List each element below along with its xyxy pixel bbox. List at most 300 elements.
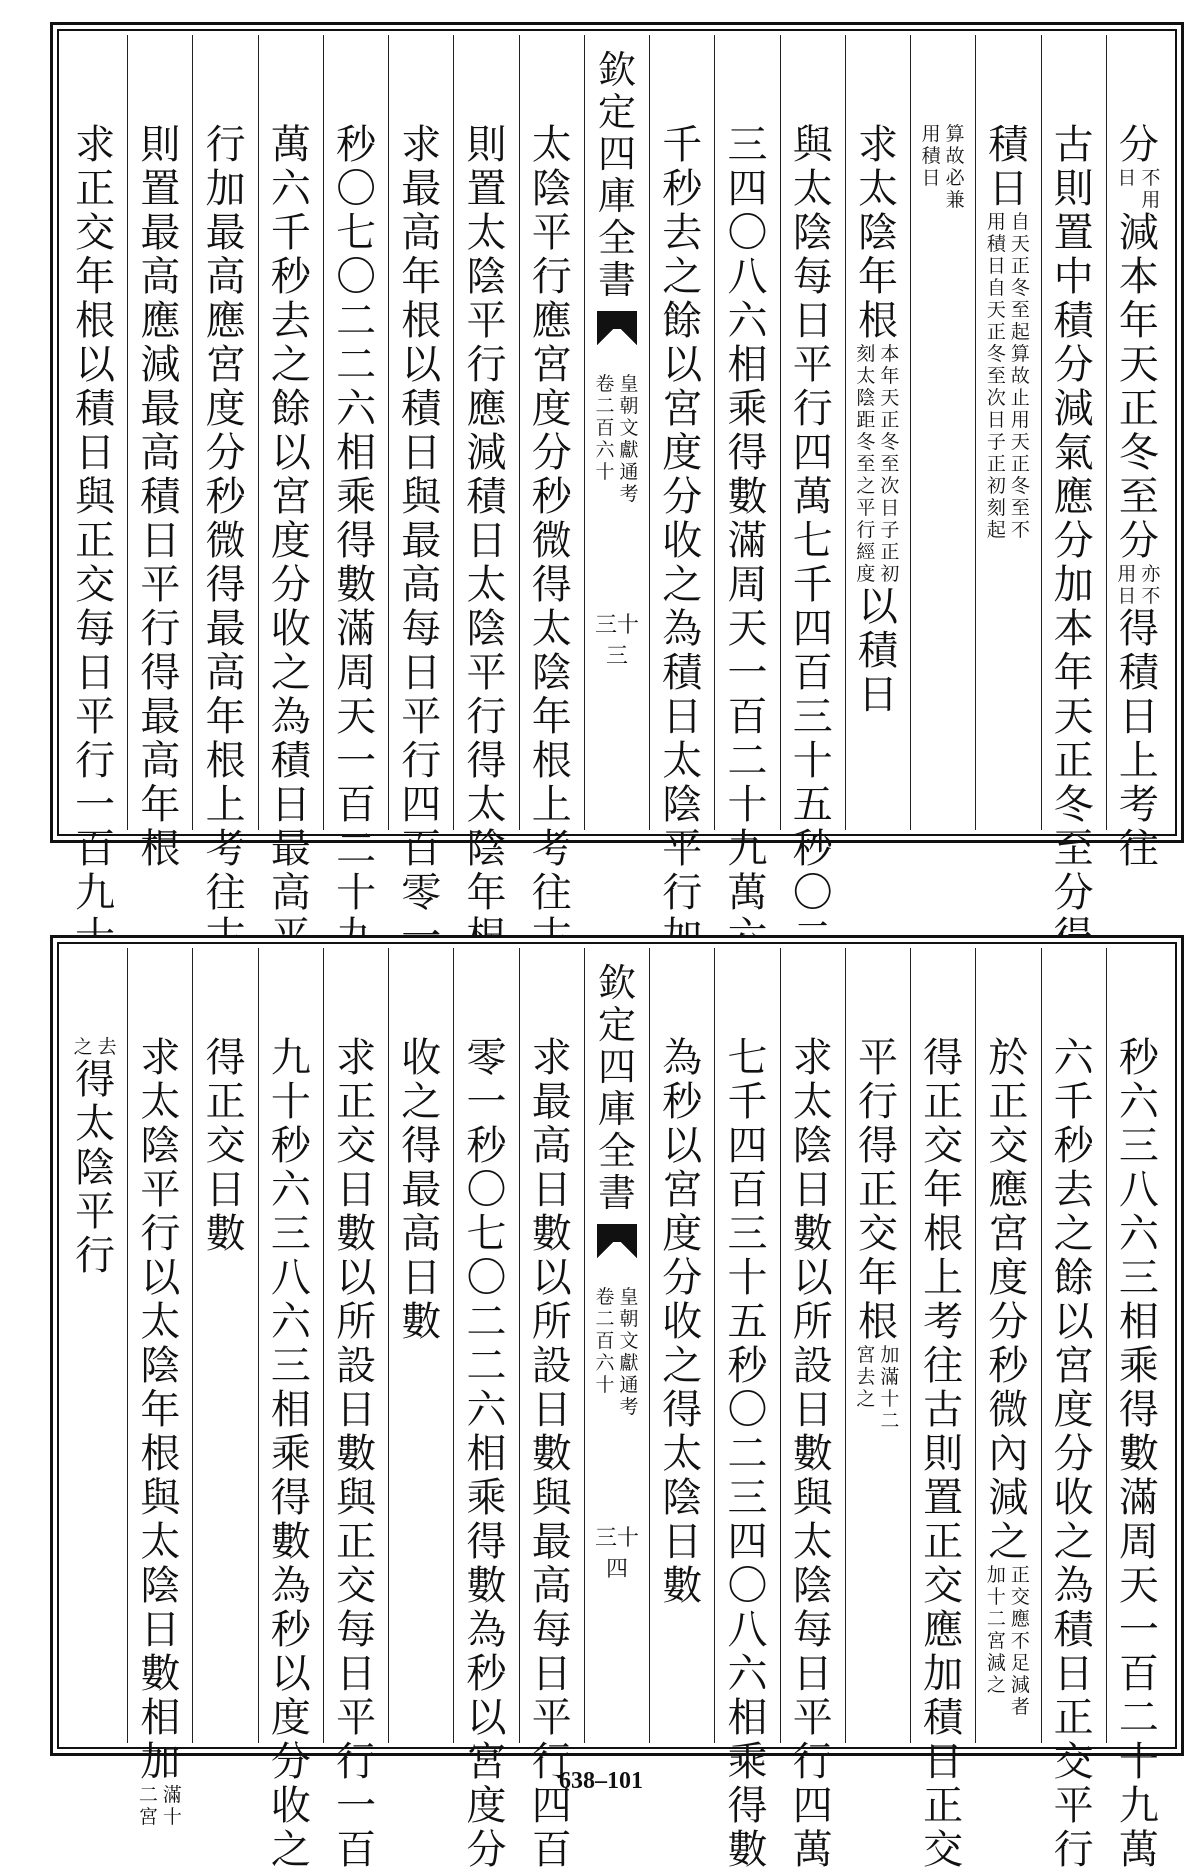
text-char: 陰 bbox=[75, 1145, 116, 1191]
annotation-char: 至 bbox=[1010, 497, 1030, 519]
annotation-char: 不 bbox=[1010, 519, 1030, 541]
text-char: 日 bbox=[140, 1607, 181, 1653]
text-char: 交 bbox=[336, 1563, 377, 1609]
text-char: 六 bbox=[727, 1651, 768, 1697]
text-char: 分 bbox=[1118, 122, 1159, 168]
text-char: 陰 bbox=[792, 210, 833, 256]
annotation-char: 正 bbox=[986, 453, 1006, 475]
text-char: 平 bbox=[662, 826, 703, 872]
annotation-line bbox=[1140, 167, 1162, 211]
source-char: 朝 bbox=[619, 395, 639, 417]
text-char: 以 bbox=[531, 1255, 572, 1301]
header-char: 書 bbox=[597, 258, 636, 302]
text-char: 秒 bbox=[205, 474, 246, 520]
text-char: 宮 bbox=[205, 342, 246, 388]
text-char: 數 bbox=[792, 1431, 833, 1477]
annotation-char: 用 bbox=[921, 123, 941, 145]
text-column bbox=[388, 948, 453, 1743]
annotation-char: 年 bbox=[880, 365, 900, 387]
text-char: 為 bbox=[662, 606, 703, 652]
annotation-note bbox=[1116, 167, 1162, 211]
text-char: 分 bbox=[1053, 1431, 1094, 1477]
text-char: 日 bbox=[531, 1651, 572, 1697]
text-char: 為 bbox=[466, 1607, 507, 1653]
annotation-note bbox=[985, 1564, 1031, 1718]
text-char: 數 bbox=[205, 1211, 246, 1257]
annotation-line bbox=[855, 1344, 877, 1432]
annotation-note bbox=[855, 1344, 901, 1432]
annotation-char: 起 bbox=[1010, 321, 1030, 343]
text-char: 百 bbox=[401, 826, 442, 872]
text-char: 與 bbox=[75, 474, 116, 520]
text-char: 置 bbox=[923, 1475, 964, 1521]
text-char: 萬 bbox=[792, 1827, 833, 1873]
column-text bbox=[463, 123, 511, 959]
source-line bbox=[619, 1286, 639, 1418]
text-char: 百 bbox=[531, 1827, 572, 1873]
text-char: 宮 bbox=[662, 386, 703, 432]
text-char: 〇 bbox=[466, 1255, 507, 1301]
text-char: 二 bbox=[336, 826, 377, 872]
text-char: 之 bbox=[270, 342, 311, 388]
text-char: 正 bbox=[988, 1079, 1029, 1125]
text-char: 設 bbox=[336, 1343, 377, 1389]
source-char: 獻 bbox=[619, 439, 639, 461]
text-char: 之 bbox=[401, 1079, 442, 1125]
header-char: 書 bbox=[597, 1171, 636, 1215]
text-char: 三 bbox=[1118, 1255, 1159, 1301]
text-char: 陰 bbox=[466, 826, 507, 872]
text-char: 最 bbox=[270, 826, 311, 872]
text-char: 所 bbox=[531, 1299, 572, 1345]
annotation-line bbox=[855, 343, 877, 585]
text-char: 年 bbox=[923, 1167, 964, 1213]
text-char: 行 bbox=[662, 870, 703, 916]
text-char: 根 bbox=[531, 738, 572, 784]
text-char: 二 bbox=[336, 298, 377, 344]
text-char: 平 bbox=[75, 694, 116, 740]
text-column bbox=[63, 948, 127, 1743]
text-char: 秒 bbox=[270, 254, 311, 300]
text-char: 數 bbox=[140, 1651, 181, 1697]
text-char: 高 bbox=[531, 1563, 572, 1609]
column-text bbox=[332, 123, 380, 959]
annotation-char: 滿 bbox=[880, 1366, 900, 1388]
text-char: 得 bbox=[1118, 606, 1159, 652]
text-char: 相 bbox=[466, 1431, 507, 1477]
text-char: 每 bbox=[75, 606, 116, 652]
text-char: 交 bbox=[1053, 1739, 1094, 1785]
text-char: 減 bbox=[988, 1475, 1029, 1521]
text-char: 求 bbox=[792, 1035, 833, 1081]
text-column bbox=[127, 948, 192, 1828]
text-char: 考 bbox=[1118, 782, 1159, 828]
text-char: 年 bbox=[1118, 298, 1159, 344]
annotation-char: 刻 bbox=[856, 343, 876, 365]
source-char: 通 bbox=[619, 1374, 639, 1396]
text-char: 最 bbox=[531, 1079, 572, 1125]
text-char: 年 bbox=[1053, 650, 1094, 696]
text-char: 秒 bbox=[988, 1343, 1029, 1389]
text-char: 太 bbox=[792, 166, 833, 212]
text-char: 根 bbox=[205, 738, 246, 784]
text-char: 得 bbox=[1118, 1387, 1159, 1433]
text-char: 氣 bbox=[1053, 430, 1094, 476]
text-char: 收 bbox=[270, 606, 311, 652]
text-char: 日 bbox=[336, 1651, 377, 1697]
page-footer-number: 638–101 bbox=[559, 1768, 643, 1794]
text-column bbox=[910, 35, 975, 830]
text-char: 行 bbox=[531, 1739, 572, 1785]
text-char: 二 bbox=[1118, 1695, 1159, 1741]
text-char: 日 bbox=[792, 1167, 833, 1213]
column-text bbox=[1050, 123, 1098, 959]
text-char: 年 bbox=[531, 694, 572, 740]
text-char: 為 bbox=[1053, 1563, 1094, 1609]
text-char: 〇 bbox=[336, 254, 377, 300]
text-char: 太 bbox=[662, 1431, 703, 1477]
annotation-char: 正 bbox=[880, 409, 900, 431]
text-char: 收 bbox=[270, 1783, 311, 1829]
text-char: 以 bbox=[1053, 1299, 1094, 1345]
text-char: 應 bbox=[531, 298, 572, 344]
text-char: 得 bbox=[727, 430, 768, 476]
text-char: 數 bbox=[336, 1431, 377, 1477]
text-char: 正 bbox=[75, 166, 116, 212]
text-char: 日 bbox=[270, 782, 311, 828]
text-char: 行 bbox=[792, 386, 833, 432]
text-char: 年 bbox=[205, 694, 246, 740]
text-char: 日 bbox=[1053, 1651, 1094, 1697]
text-char: 分 bbox=[662, 1255, 703, 1301]
text-char: 宮 bbox=[466, 1739, 507, 1785]
text-char: 千 bbox=[1053, 1079, 1094, 1125]
text-char: 三 bbox=[727, 1211, 768, 1257]
text-char: 陰 bbox=[140, 1123, 181, 1169]
annotation-line bbox=[985, 1564, 1007, 1718]
text-char: 平 bbox=[75, 1189, 116, 1235]
text-char: 應 bbox=[988, 1167, 1029, 1213]
text-char: 置 bbox=[466, 166, 507, 212]
text-char: 九 bbox=[1118, 1783, 1159, 1829]
text-char: 千 bbox=[727, 1079, 768, 1125]
text-char: 二 bbox=[466, 1343, 507, 1389]
text-char: 太 bbox=[531, 122, 572, 168]
annotation-char: 冬 bbox=[986, 343, 1006, 365]
text-char: 度 bbox=[270, 1695, 311, 1741]
text-char: 〇 bbox=[466, 1167, 507, 1213]
text-char: 四 bbox=[792, 1783, 833, 1829]
text-char: 最 bbox=[401, 1167, 442, 1213]
annotation-note bbox=[72, 1036, 118, 1058]
annotation-char: 初 bbox=[986, 475, 1006, 497]
text-char: 數 bbox=[662, 1563, 703, 1609]
column-text bbox=[984, 123, 1032, 541]
header-title bbox=[593, 962, 641, 1214]
text-char: 天 bbox=[1118, 1563, 1159, 1609]
text-char: 天 bbox=[727, 606, 768, 652]
text-char: 天 bbox=[1053, 694, 1094, 740]
text-char: 行 bbox=[75, 1233, 116, 1279]
text-char: 交 bbox=[75, 562, 116, 608]
text-char: 正 bbox=[1053, 738, 1094, 784]
text-column bbox=[1041, 35, 1106, 916]
text-char: 平 bbox=[792, 342, 833, 388]
annotation-char: 十 bbox=[162, 1806, 182, 1828]
annotation-line bbox=[96, 1036, 118, 1058]
text-char: 相 bbox=[336, 430, 377, 476]
text-char: 所 bbox=[792, 1299, 833, 1345]
text-char: 根 bbox=[401, 298, 442, 344]
text-char: 交 bbox=[988, 1123, 1029, 1169]
text-char: 積 bbox=[923, 1695, 964, 1741]
text-char: 平 bbox=[466, 298, 507, 344]
annotation-line bbox=[920, 123, 942, 211]
text-char: 二 bbox=[466, 1299, 507, 1345]
text-char: 則 bbox=[466, 122, 507, 168]
text-char: 行 bbox=[205, 122, 246, 168]
column-text bbox=[658, 123, 706, 959]
text-char: 應 bbox=[923, 1607, 964, 1653]
source-title bbox=[595, 373, 639, 505]
text-char: 分 bbox=[1118, 518, 1159, 564]
annotation-char: 之 bbox=[73, 1036, 93, 1058]
text-char: 以 bbox=[75, 342, 116, 388]
text-char: 平 bbox=[140, 562, 181, 608]
source-line bbox=[595, 373, 615, 505]
text-char: 一 bbox=[75, 782, 116, 828]
text-char: 去 bbox=[270, 298, 311, 344]
annotation-char: 天 bbox=[986, 299, 1006, 321]
text-char: 百 bbox=[727, 694, 768, 740]
fish-tail-mark bbox=[597, 1224, 637, 1268]
text-char: 高 bbox=[401, 210, 442, 256]
column-text bbox=[71, 1036, 119, 1278]
text-char: 積 bbox=[988, 122, 1029, 168]
text-char: 十 bbox=[727, 782, 768, 828]
text-char: 每 bbox=[792, 1607, 833, 1653]
text-char: 行 bbox=[140, 606, 181, 652]
annotation-char: 正 bbox=[986, 321, 1006, 343]
annotation-char: 用 bbox=[986, 211, 1006, 233]
text-char: 日 bbox=[401, 1255, 442, 1301]
text-char: 應 bbox=[1053, 474, 1094, 520]
text-char: 四 bbox=[792, 606, 833, 652]
annotation-char: 日 bbox=[880, 497, 900, 519]
text-char: 分 bbox=[531, 430, 572, 476]
text-char: 秒 bbox=[466, 1123, 507, 1169]
text-char: 去 bbox=[662, 210, 703, 256]
text-char: 度 bbox=[205, 386, 246, 432]
column-text bbox=[397, 1036, 445, 1344]
text-char: 年 bbox=[140, 1387, 181, 1433]
text-char: 度 bbox=[1053, 1387, 1094, 1433]
text-char: 平 bbox=[531, 210, 572, 256]
annotation-char: 算 bbox=[945, 123, 965, 145]
source-char: 文 bbox=[619, 417, 639, 439]
text-char: 以 bbox=[140, 1255, 181, 1301]
text-char: 收 bbox=[662, 1299, 703, 1345]
text-char: 古 bbox=[1053, 122, 1094, 168]
text-char: 宮 bbox=[662, 1167, 703, 1213]
text-char: 行 bbox=[140, 1211, 181, 1257]
text-column bbox=[63, 35, 127, 916]
text-char: 〇 bbox=[727, 1387, 768, 1433]
source-char: 皇 bbox=[619, 1286, 639, 1308]
text-char: 三 bbox=[270, 1211, 311, 1257]
annotation-char: 十 bbox=[880, 1388, 900, 1410]
text-column bbox=[714, 948, 779, 1873]
header-char: 四 bbox=[597, 132, 636, 176]
text-column bbox=[388, 35, 453, 916]
text-char: 度 bbox=[270, 518, 311, 564]
column-text bbox=[854, 1036, 902, 1432]
text-char: 日 bbox=[662, 1519, 703, 1565]
text-char: 百 bbox=[792, 650, 833, 696]
text-char: 日 bbox=[75, 650, 116, 696]
text-char: 以 bbox=[336, 1255, 377, 1301]
text-char: 減 bbox=[1118, 210, 1159, 256]
text-char: 根 bbox=[75, 298, 116, 344]
text-char: 萬 bbox=[792, 474, 833, 520]
column-text bbox=[332, 1036, 380, 1872]
annotation-char: 天 bbox=[1010, 233, 1030, 255]
text-column bbox=[127, 35, 192, 872]
annotation-char: 不 bbox=[1141, 585, 1161, 607]
text-char: 行 bbox=[857, 1079, 898, 1125]
text-char: 積 bbox=[1118, 650, 1159, 696]
text-char: 行 bbox=[401, 738, 442, 784]
text-char: 行 bbox=[336, 1739, 377, 1785]
text-char: 之 bbox=[988, 1519, 1029, 1565]
text-char: 加 bbox=[140, 1739, 181, 1785]
text-char: 六 bbox=[727, 298, 768, 344]
text-char: 減 bbox=[466, 430, 507, 476]
page-number: 三十三 bbox=[595, 613, 640, 669]
text-char: 得 bbox=[662, 1387, 703, 1433]
text-column bbox=[1106, 35, 1171, 872]
annotation-char: 日 bbox=[921, 167, 941, 189]
text-char: 則 bbox=[923, 1431, 964, 1477]
text-char: 一 bbox=[727, 650, 768, 696]
annotation-char: 距 bbox=[856, 409, 876, 431]
text-char: 則 bbox=[140, 122, 181, 168]
text-char: 交 bbox=[923, 1827, 964, 1873]
text-char: 秒 bbox=[1053, 1123, 1094, 1169]
annotation-char: 次 bbox=[880, 475, 900, 497]
annotation-char: 去 bbox=[97, 1036, 117, 1058]
annotation-char: 正 bbox=[1010, 453, 1030, 475]
annotation-char: 正 bbox=[880, 541, 900, 563]
source-line bbox=[595, 1286, 615, 1418]
annotation-char: 冬 bbox=[880, 431, 900, 453]
text-char: 上 bbox=[531, 782, 572, 828]
text-column bbox=[584, 35, 649, 830]
text-column bbox=[258, 948, 323, 1873]
text-char: 求 bbox=[336, 1035, 377, 1081]
text-char: 日 bbox=[336, 1387, 377, 1433]
text-char: 微 bbox=[988, 1387, 1029, 1433]
text-char: 八 bbox=[727, 1607, 768, 1653]
text-char: 九 bbox=[270, 1035, 311, 1081]
text-char: 五 bbox=[792, 782, 833, 828]
text-char: 平 bbox=[401, 694, 442, 740]
text-char: 以 bbox=[792, 1255, 833, 1301]
text-char: 考 bbox=[531, 826, 572, 872]
text-column bbox=[910, 948, 975, 1873]
text-char: 以 bbox=[662, 342, 703, 388]
annotation-char: 本 bbox=[880, 343, 900, 365]
text-char: 則 bbox=[1053, 166, 1094, 212]
text-char: 乘 bbox=[727, 1739, 768, 1785]
column-text bbox=[267, 1036, 315, 1872]
text-char: 正 bbox=[923, 1079, 964, 1125]
text-char: 陰 bbox=[662, 782, 703, 828]
text-column bbox=[975, 948, 1040, 1743]
text-char: 與 bbox=[401, 474, 442, 520]
text-char: 加 bbox=[205, 166, 246, 212]
column-text bbox=[1050, 1036, 1098, 1872]
annotation-line bbox=[985, 211, 1007, 541]
annotation-char: 至 bbox=[880, 453, 900, 475]
text-char: 五 bbox=[727, 1299, 768, 1345]
text-char: 宮 bbox=[988, 1211, 1029, 1257]
text-char: 三 bbox=[727, 1475, 768, 1521]
text-char: 秒 bbox=[662, 1079, 703, 1125]
text-char: 收 bbox=[662, 518, 703, 564]
text-char: 交 bbox=[205, 1123, 246, 1169]
annotation-char: 日 bbox=[986, 409, 1006, 431]
text-char: 平 bbox=[466, 650, 507, 696]
column-text bbox=[71, 123, 119, 959]
text-char: 高 bbox=[140, 254, 181, 300]
text-char: 度 bbox=[988, 1255, 1029, 1301]
text-column bbox=[649, 948, 714, 1743]
text-char: 高 bbox=[401, 562, 442, 608]
annotation-char: 止 bbox=[1010, 387, 1030, 409]
column-text bbox=[723, 1036, 771, 1872]
text-char: 度 bbox=[662, 430, 703, 476]
text-char: 日 bbox=[792, 298, 833, 344]
text-char: 相 bbox=[1118, 1299, 1159, 1345]
annotation-char: 冬 bbox=[856, 431, 876, 453]
text-char: 根 bbox=[857, 1299, 898, 1345]
text-char: 正 bbox=[336, 1079, 377, 1125]
annotation-line bbox=[879, 343, 901, 585]
text-char: 積 bbox=[401, 386, 442, 432]
text-char: 餘 bbox=[662, 298, 703, 344]
text-char: 根 bbox=[140, 1431, 181, 1477]
text-char: 行 bbox=[1053, 1827, 1094, 1873]
text-char: 分 bbox=[466, 1827, 507, 1873]
annotation-char: 必 bbox=[945, 167, 965, 189]
text-column bbox=[1106, 948, 1171, 1873]
text-char: 與 bbox=[140, 1475, 181, 1521]
text-char: 陰 bbox=[531, 166, 572, 212]
text-char: 三 bbox=[1118, 1123, 1159, 1169]
text-char: 所 bbox=[336, 1299, 377, 1345]
text-char: 置 bbox=[140, 166, 181, 212]
text-char: 百 bbox=[1118, 1651, 1159, 1697]
text-char: 〇 bbox=[336, 166, 377, 212]
text-char: 六 bbox=[1053, 1035, 1094, 1081]
text-char: 行 bbox=[466, 342, 507, 388]
text-char: 正 bbox=[1118, 386, 1159, 432]
text-char: 十 bbox=[792, 738, 833, 784]
text-char: 高 bbox=[140, 430, 181, 476]
text-char: 得 bbox=[923, 1035, 964, 1081]
text-char: 八 bbox=[270, 1255, 311, 1301]
